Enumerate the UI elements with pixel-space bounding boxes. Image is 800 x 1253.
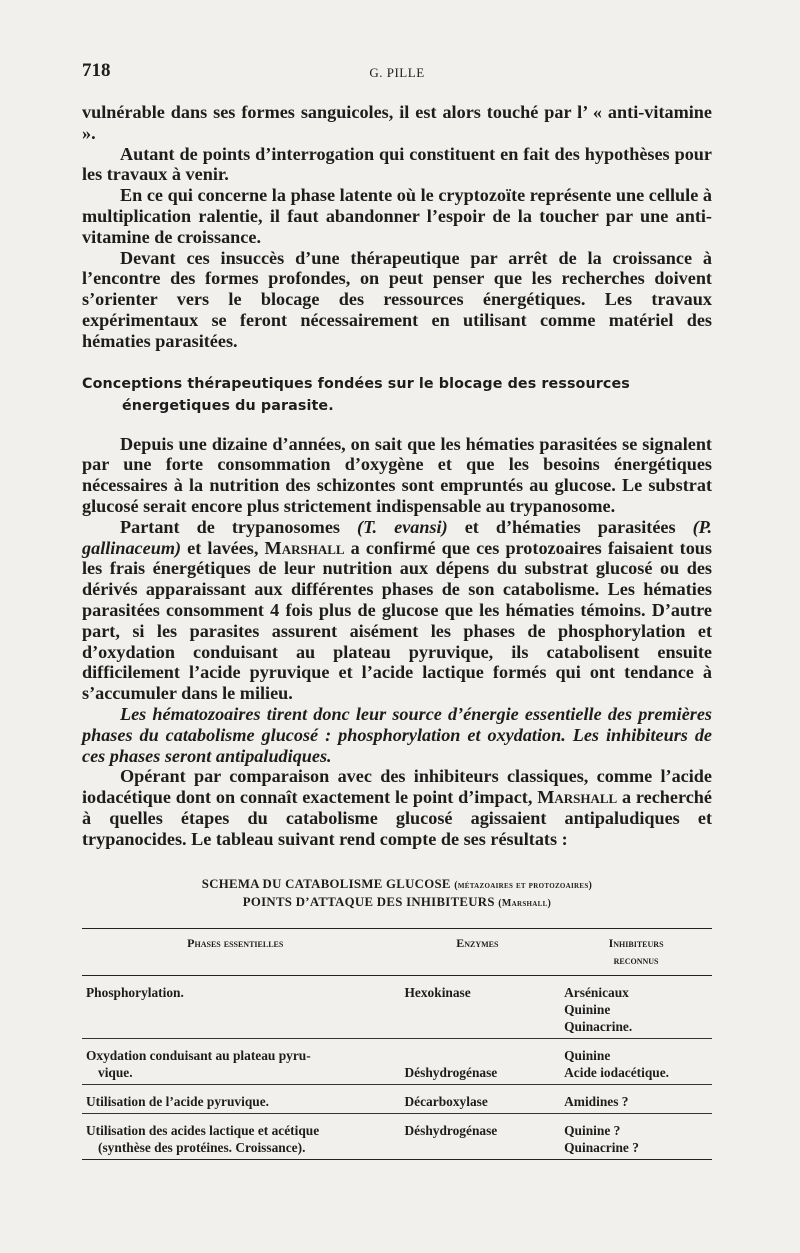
inhibitor-item: Acide iodacétique. (564, 1064, 670, 1080)
p8-text-a: Opérant par comparaison avec des inhibiteurs classiques, comme l’acide iodacétique dont on connaît exactement le point d’impact, (82, 766, 712, 808)
table-header-row (82, 928, 712, 975)
inhibitor-item: Amidines ? (564, 1093, 629, 1109)
running-head: G. PILLE (369, 65, 425, 80)
paragraph-2: Autant de points d’interrogation qui constituent en fait des hypothèses pour les travaux à venir. (82, 143, 712, 185)
paragraph-4: Devant ces insuccès d’une thérapeutique par arrêt de la croissance à l’encontre des formes profondes, on peut penser que les recherches doivent s’orienter vers le blocage des ressources énergétiques. Les travaux expérimentaux se feront nécessairement en utilisant comme matériel des hématies parasitées. (82, 247, 712, 351)
section-heading: Conceptions thérapeutiques fondées sur le blocage des ressources énergetiques du parasite. (82, 375, 630, 414)
phase-text: Oxydation conduisant au plateau pyru- (86, 1047, 311, 1063)
inhibitor-item: Quinacrine ? (564, 1139, 639, 1155)
page-header (82, 60, 712, 90)
p6-text-b: et d’hématies parasitées (447, 516, 693, 537)
schema-title-small-2: (Marshall) (498, 897, 552, 909)
schema-title-main-1: SCHEMA DU CATABOLISME GLUCOSE (201, 876, 451, 891)
paragraph-3: En ce qui concerne la phase latente où le cryptozoïte représente une cellule à multiplication ralentie, il faut abandonner l’espoir de la toucher par une anti-vitamine de croissance. (82, 185, 712, 247)
inhibitor-cell (554, 975, 712, 1038)
inhibitor-item: Quinine (564, 1001, 611, 1017)
p6-text-c: et lavées, (181, 537, 265, 558)
schema-title-main-2: POINTS D’ATTAQUE DES INHIBITEURS (242, 894, 495, 909)
header-phases: Phases essentielles (82, 928, 395, 975)
author-marshall: Marshall (264, 537, 345, 558)
phase-text: Utilisation de l’acide pyruvique. (86, 1093, 270, 1109)
enzyme-cell: Décarboxylase (395, 1084, 555, 1113)
inhibitor-cell (554, 1038, 712, 1084)
phase-text: Phosphorylation. (86, 984, 184, 1000)
inhibitor-item: Quinacrine. (564, 1018, 633, 1034)
author-marshall: Marshall (537, 787, 618, 808)
phase-text-cont: vique. (98, 1064, 133, 1080)
enzyme-cell: Hexokinase (395, 975, 555, 1038)
paragraph-7-italic: Les hématozoaires tirent donc leur source d’énergie essentielle des premières phases du catabolisme glucosé : phosphorylation et oxydation. Les inhibiteurs de ces phases seront antipaludiques. (82, 703, 712, 766)
schema-title-small-1: (métazoaires et protozoaires) (454, 879, 593, 891)
inhibitors-table (82, 928, 712, 1160)
inhibitor-item: Arsénicaux (564, 984, 629, 1000)
species-t-evansi: (T. evansi) (357, 516, 448, 537)
header-inhibiteurs-line-2: reconnus (613, 952, 659, 967)
page-number: 718 (82, 60, 111, 81)
p6-text-d: a confirmé que ces protozoaires faisaient tous les frais énergétiques de leur nutrition aux dépens du substrat glucosé ou des dérivés apparaissant aux différentes phases de son catabolisme. Les hématies parasitées consomment 4 fois plus de glucose que les hématies témoins. D’autre part, si les parasites assurent aisément les phases de phosphorylation et d’oxydation conduisant au plateau pyruvique, ils catabolisent ensuite difficilement l’acide pyruvique et l’acide lactique formés qui ont tendance à s’accumuler dans le milieu. (82, 537, 712, 704)
paragraph-5: Depuis une dizaine d’années, on sait que les hématies parasitées se signalent par une forte consommation d’oxygène et que les besoins énergétiques nécessaires à la nutrition des schizontes sont empruntés au glucose. Le substrat glucosé serait encore plus strictement indispensable au trypanosome. (82, 433, 712, 516)
inhibitor-item: Quinine (564, 1047, 611, 1063)
paragraph-6 (82, 517, 712, 704)
schema-title (82, 876, 712, 912)
enzyme-cell: Déshydrogénase (395, 1113, 555, 1159)
inhibitor-cell (554, 1113, 712, 1159)
table-row (82, 1084, 712, 1113)
enzyme-cell: Déshydrogénase (395, 1038, 555, 1084)
schema-title-line-1 (82, 876, 712, 894)
species-p-gallinaceum: (P. gallinaceum) (82, 516, 712, 558)
schema-title-line-2 (82, 894, 712, 912)
paragraph-8 (82, 766, 712, 849)
p6-text-a: Partant de trypanosomes (120, 516, 358, 537)
phase-cell (82, 1084, 395, 1113)
table-row (82, 1038, 712, 1084)
phase-cell (82, 975, 395, 1038)
inhibitor-cell (554, 1084, 712, 1113)
phase-cell (82, 1038, 395, 1084)
article-body (82, 102, 712, 1160)
paragraph-1: vulnérable dans ses formes sanguicoles, il est alors touché par l’ « anti-vitamine ». (82, 102, 712, 143)
table-row (82, 1113, 712, 1159)
phase-text: Utilisation des acides lactique et acétique (86, 1122, 320, 1138)
header-enzymes: Enzymes (395, 928, 555, 975)
table-row (82, 975, 712, 1038)
inhibitor-item: Quinine ? (564, 1122, 621, 1138)
header-inhibiteurs-line-1: Inhibiteurs (608, 935, 664, 950)
phase-cell (82, 1113, 395, 1159)
phase-text-cont: (synthèse des protéines. Croissance). (98, 1139, 306, 1155)
p8-text-b: a recherché à quelles étapes du catabolisme glucosé agissaient antipaludiques et trypanocides. Le tableau suivant rend compte de ses résultats : (82, 787, 712, 849)
header-inhibiteurs (554, 928, 712, 975)
